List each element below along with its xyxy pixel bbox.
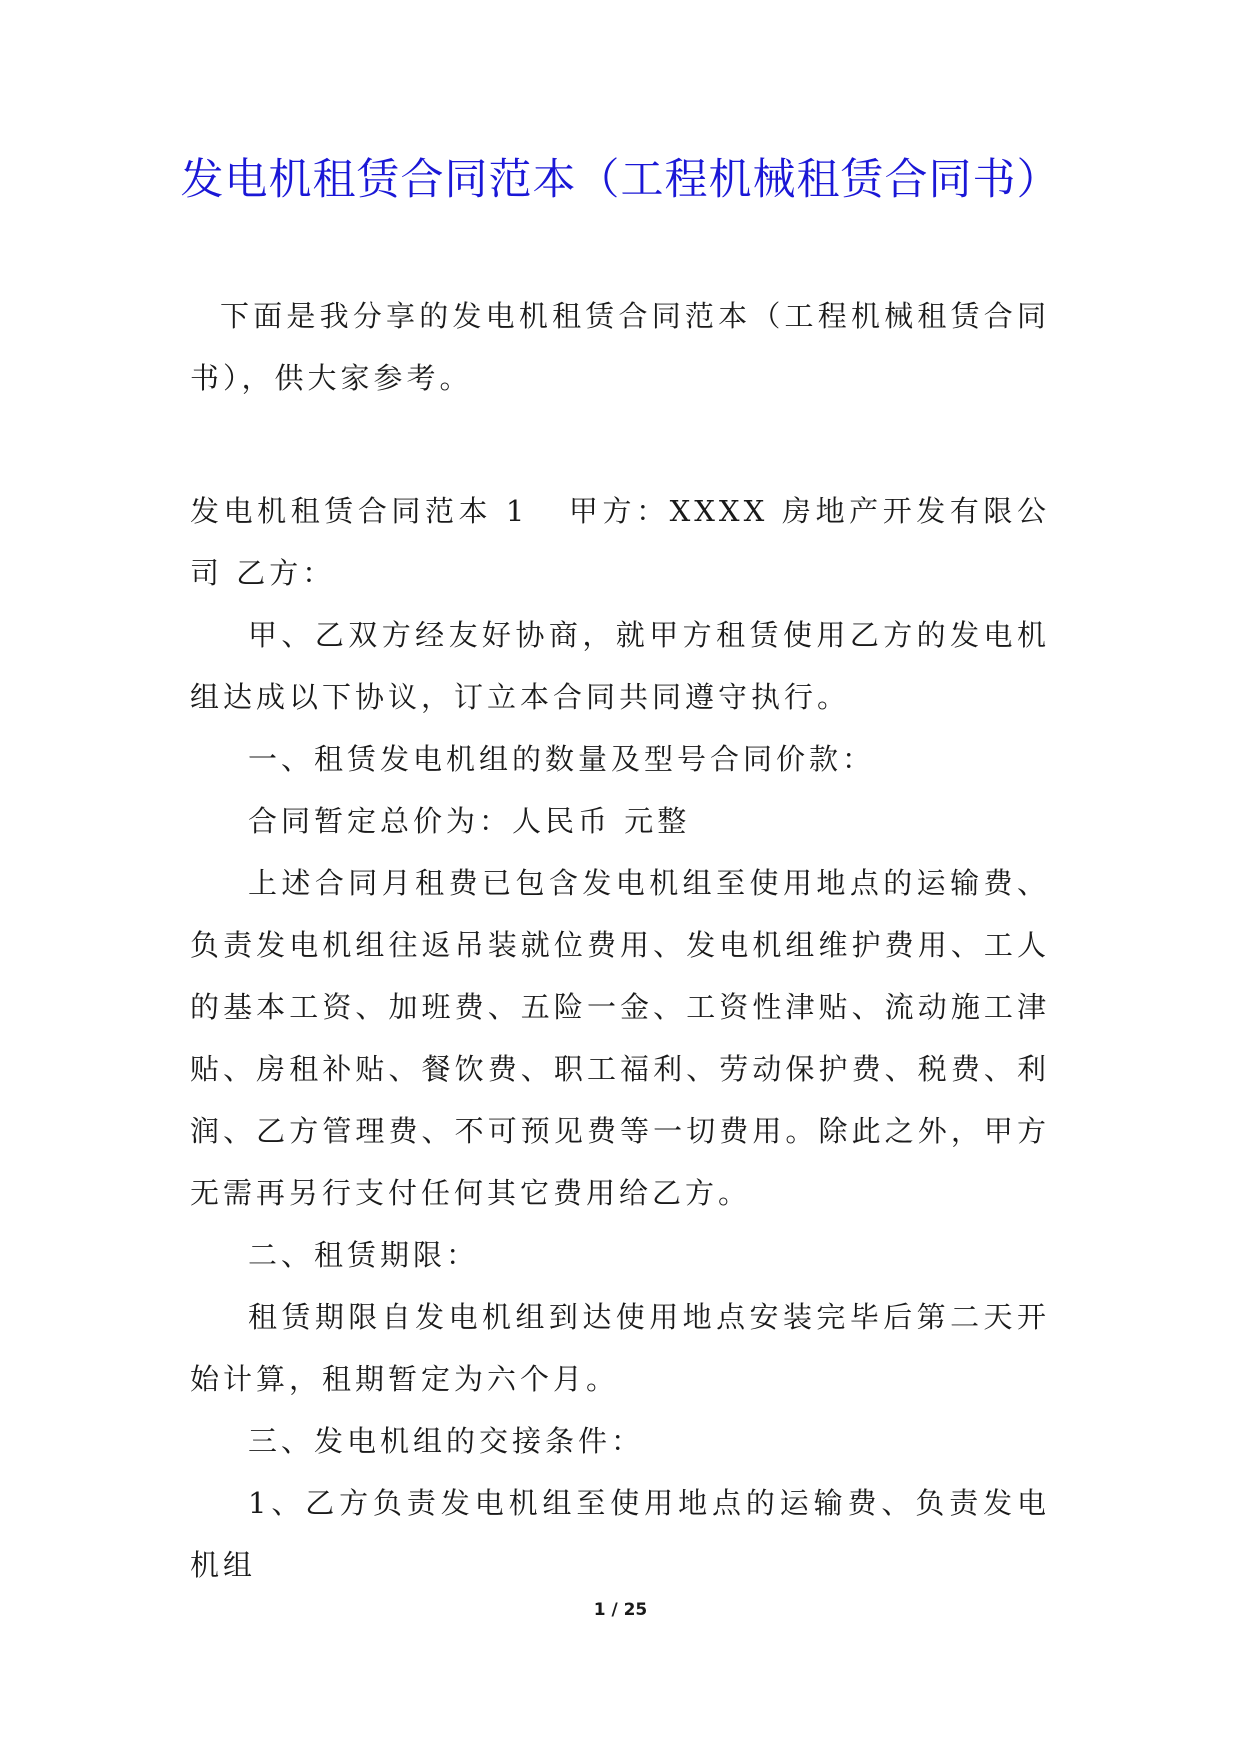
- agreement-paragraph: 甲、乙双方经友好协商，就甲方租赁使用乙方的发电机组达成以下协议，订立本合同共同遵守执行。: [190, 618, 1050, 714]
- total-price-line: 合同暂定总价为：人民币 元整: [248, 804, 691, 838]
- fee-description-paragraph: 上述合同月租费已包含发电机组至使用地点的运输费、负责发电机组往返吊装就位费用、发电机组维护费用、工人的基本工资、加班费、五险一金、工资性津贴、流动施工津贴、房租补贴、餐饮费、职工福利、劳动保护费、税费、利润、乙方管理费、不可预见费等一切费用。除此之外，甲方无需再另行支付任何其它费用给乙方。: [190, 866, 1050, 1210]
- intro-block: [190, 285, 1050, 409]
- contract-body: [190, 480, 1050, 1596]
- section-heading: 发电机租赁合同范本 1: [190, 494, 529, 528]
- clause-heading-2: 二、租赁期限：: [248, 1238, 480, 1272]
- clause-3-item-1: 1、乙方负责发电机组至使用地点的运输费、负责发电机组: [190, 1486, 1050, 1582]
- clause-heading-1: 一、租赁发电机组的数量及型号合同价款：: [248, 742, 876, 776]
- page-indicator: 1 / 25: [593, 1600, 648, 1620]
- lease-term-paragraph: 租赁期限自发电机组到达使用地点安装完毕后第二天开始计算，租期暂定为六个月。: [190, 1300, 1050, 1396]
- section-heading-paragraph: [190, 480, 1050, 604]
- clause-heading-3: 三、发电机组的交接条件：: [248, 1424, 645, 1458]
- document-title: 发电机租赁合同范本（工程机械租赁合同书）: [180, 155, 1061, 205]
- party-a: 甲方：XXXX 房地产开发有限公司: [190, 494, 1050, 590]
- intro-paragraph: 下面是我分享的发电机租赁合同范本（工程机械租赁合同书），供大家参考。: [190, 299, 1050, 395]
- party-b: 乙方：: [236, 556, 336, 590]
